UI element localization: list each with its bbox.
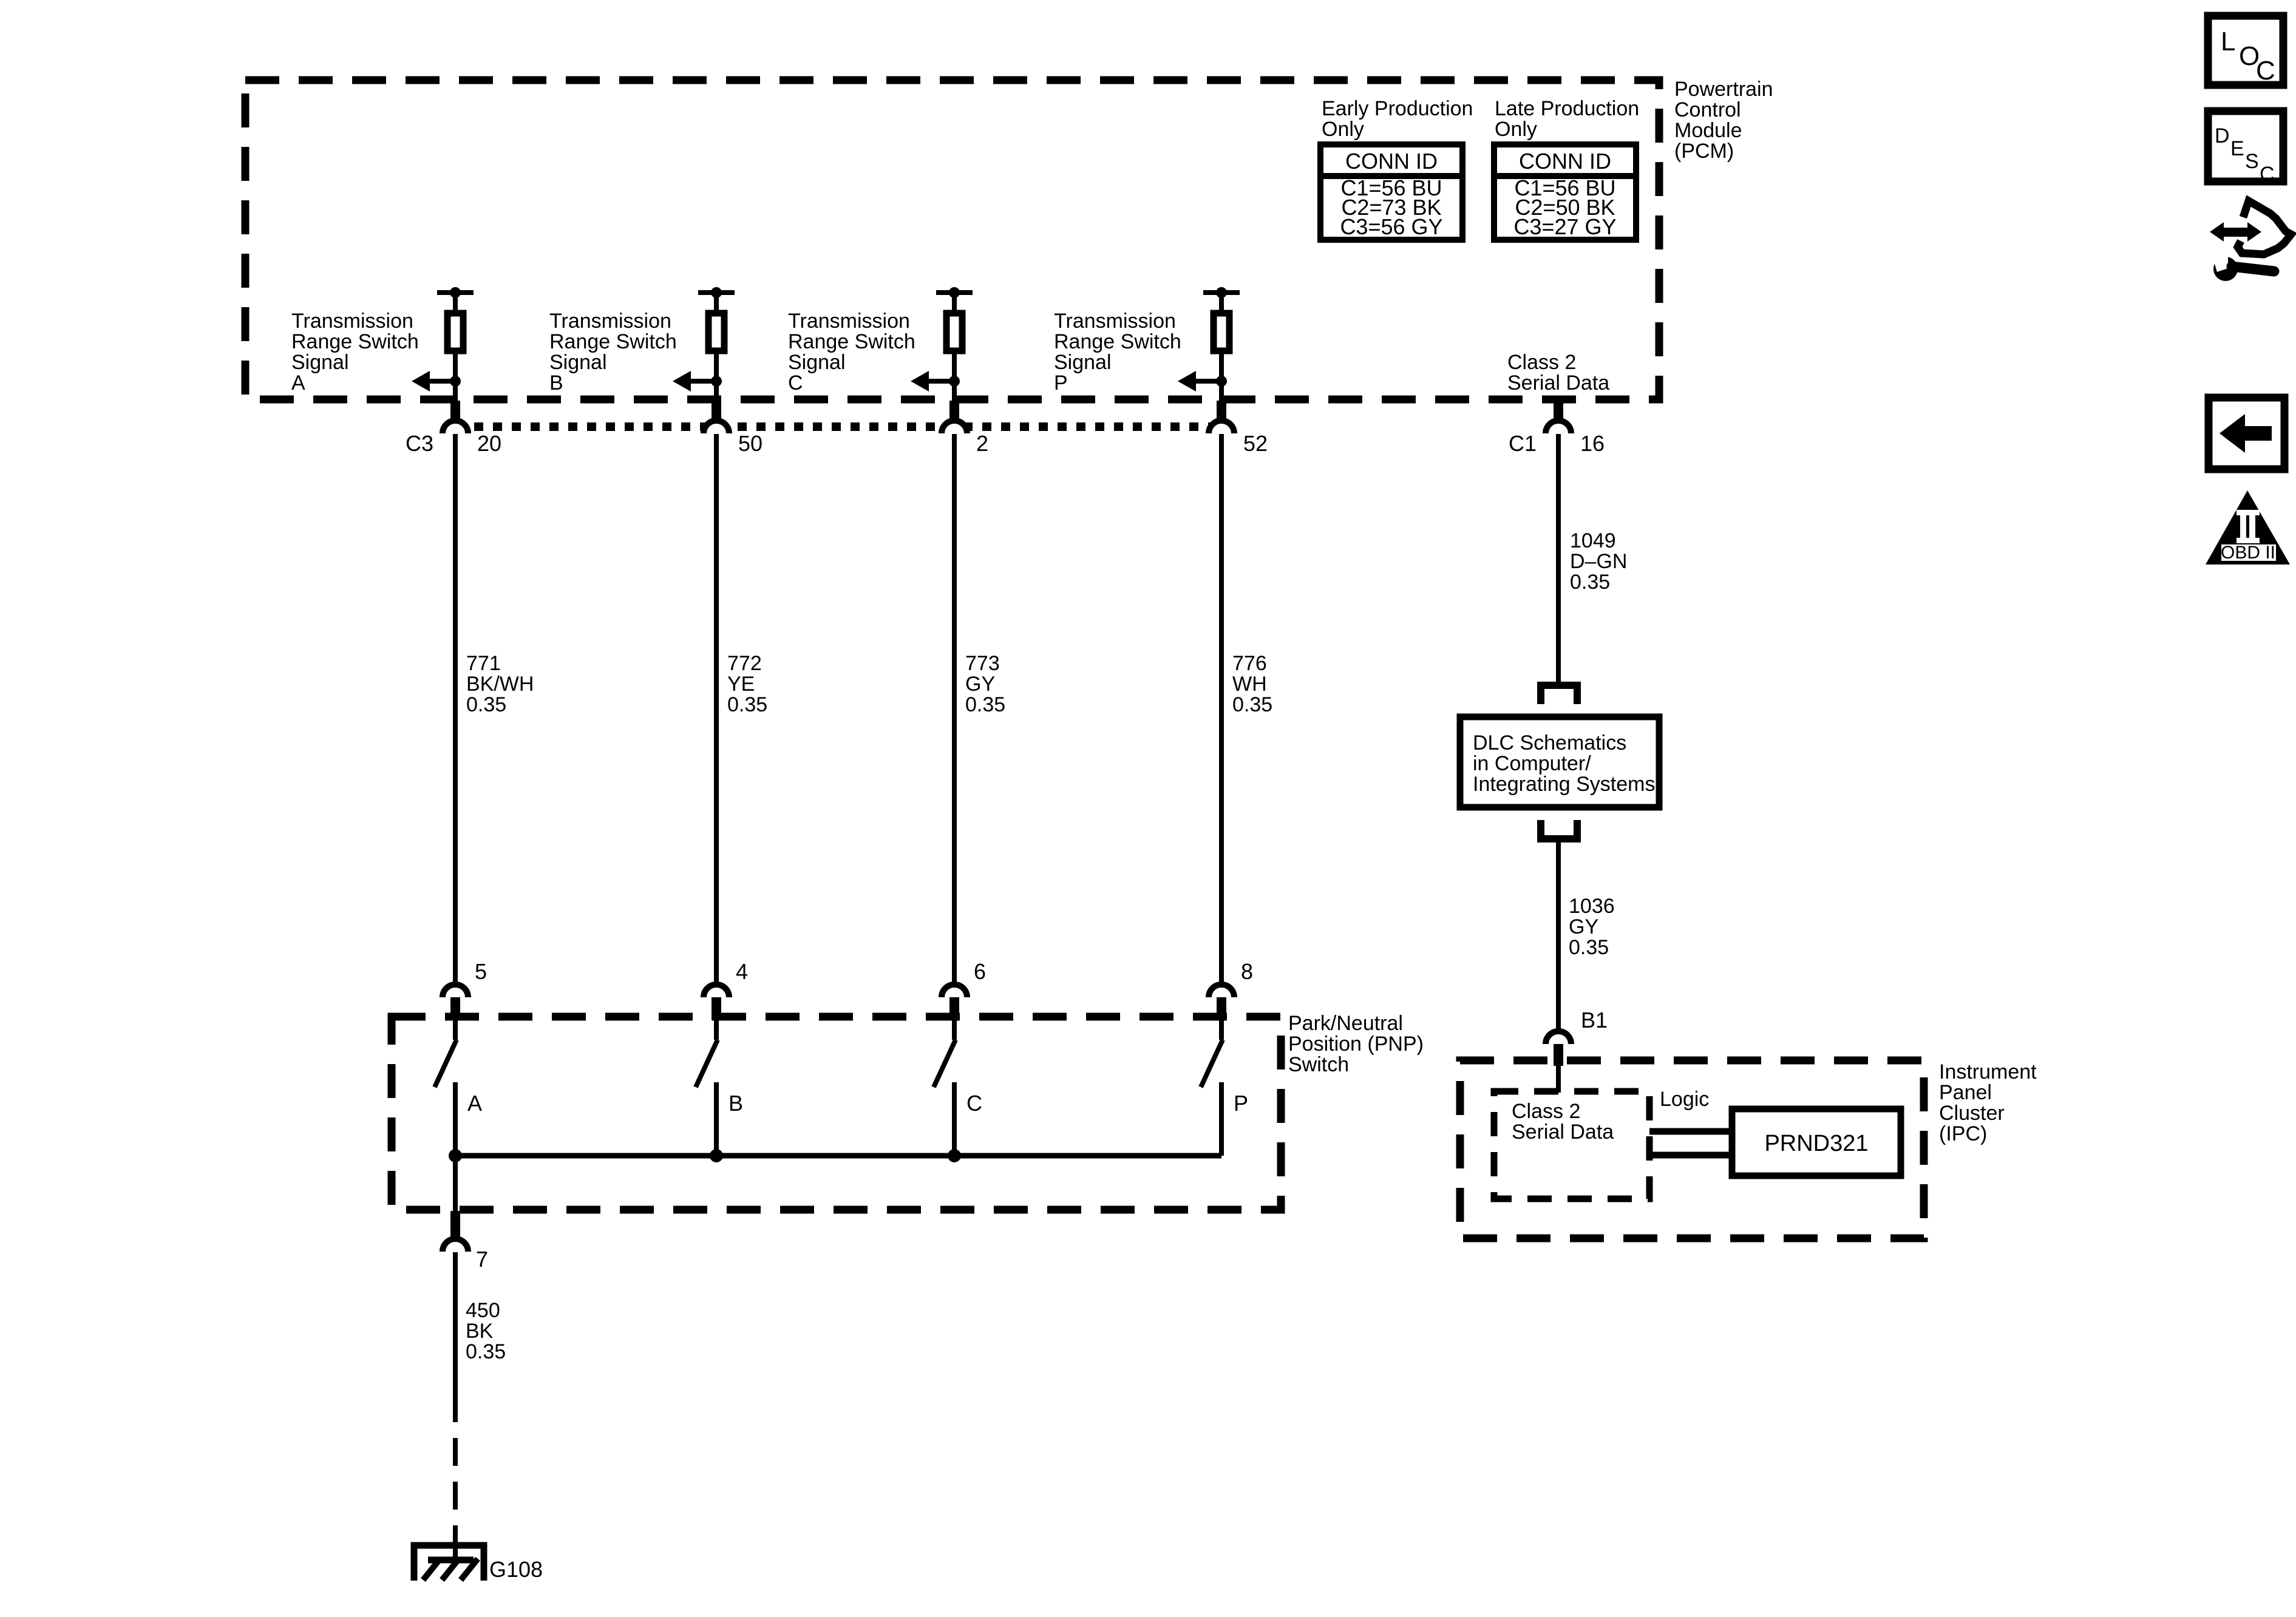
wire-color: BK: [466, 1320, 494, 1343]
connector-dome-icon: [1209, 985, 1234, 997]
loc-button[interactable]: [2208, 16, 2283, 86]
class2-serial-label: [1507, 351, 1609, 395]
ipc-logic-label: Logic: [1660, 1088, 1710, 1111]
loc-letter: L: [2221, 27, 2236, 56]
ipc-title: [1939, 1060, 2037, 1145]
wire-gauge: 0.35: [1570, 571, 1611, 594]
conn-id-row: C3=56 GY: [1340, 214, 1443, 239]
late-production-title: Only: [1495, 118, 1537, 141]
toolbar: [2206, 16, 2291, 564]
loc-letter: O: [2239, 41, 2260, 71]
desc-letter: C: [2260, 163, 2275, 186]
switch-blade: [1201, 1040, 1223, 1087]
resistor-symbol: [447, 313, 463, 351]
connector-id: C3: [405, 431, 433, 456]
contact-letter: A: [467, 1091, 483, 1116]
pcm-title-line: Control: [1674, 98, 1741, 121]
switch-blade: [934, 1040, 956, 1087]
switch-contact-c: [934, 1020, 982, 1162]
pin-number: 50: [738, 431, 763, 456]
junction-dot: [450, 376, 461, 387]
conn-id-row: C1=56 BU: [1340, 175, 1442, 200]
obd2-pillar-cap: [2237, 510, 2260, 515]
connector-dome-icon: [1209, 421, 1234, 433]
conn-id-row: C2=73 BK: [1341, 195, 1442, 220]
harness-wires: [455, 434, 1272, 985]
offpage-bracket-icon: [1541, 820, 1577, 839]
wrench-icon: [2212, 256, 2274, 281]
obd2-pillar-column: [2249, 515, 2255, 538]
connector-dome-icon: [443, 985, 468, 997]
pin-number: 7: [476, 1247, 489, 1272]
early-production-title: Early Production: [1322, 97, 1473, 120]
label-line: Signal: [788, 351, 846, 374]
late-production-conn-table: [1494, 97, 1639, 240]
label-line: Range Switch: [788, 330, 915, 353]
label-line: A: [291, 371, 305, 395]
pnp-connector-pin4: [704, 959, 748, 1020]
wire-1049-label: [1570, 529, 1627, 594]
ipc-class2-line: Serial Data: [1512, 1120, 1614, 1144]
wire-color: GY: [1569, 915, 1599, 938]
left-arrow-icon: [673, 371, 691, 392]
resistor-symbol: [1214, 313, 1229, 351]
label-line: Transmission: [549, 310, 671, 333]
contact-letter: B: [729, 1091, 744, 1116]
ground-symbol: [414, 1545, 543, 1582]
pin-number: 5: [475, 959, 487, 984]
conn-id-row: C1=56 BU: [1514, 175, 1616, 200]
obd2-button[interactable]: [2206, 490, 2290, 564]
late-production-title: Late Production: [1495, 97, 1640, 120]
signal-p-internal-circuit: [1178, 287, 1240, 401]
ground-path: [414, 1252, 543, 1582]
obd2-label: OBD II: [2220, 543, 2276, 563]
switch-blade: [435, 1040, 457, 1087]
wire-gauge: 0.35: [1569, 936, 1609, 959]
circuit-number: 771: [466, 652, 501, 675]
label-line: Range Switch: [1054, 330, 1181, 353]
signal-c-label: [788, 310, 915, 395]
desc-letter: D: [2215, 124, 2230, 147]
pcm-title: [1674, 78, 1773, 163]
ipc-connector-b1: [1546, 1008, 1608, 1093]
early-production-title: Only: [1322, 118, 1364, 141]
ground-label: G108: [489, 1557, 543, 1582]
resistor-symbol: [946, 313, 962, 351]
connector-id: C1: [1508, 431, 1537, 456]
signal-p-label: [1054, 310, 1181, 395]
ipc-module: [1460, 1060, 2037, 1238]
wire-color: WH: [1232, 673, 1267, 696]
conn-id-header: CONN ID: [1519, 149, 1611, 174]
pnp-connector-pin5: [443, 959, 487, 1020]
wire-color: GY: [965, 673, 996, 696]
wire-776-label: [1232, 652, 1272, 716]
obd2-pillar-column: [2240, 515, 2246, 538]
connector-dome-icon: [942, 985, 967, 997]
label-line: Class 2: [1507, 351, 1577, 374]
switch-contact-p: [1201, 1020, 1248, 1156]
conn-id-header: CONN ID: [1345, 149, 1438, 174]
early-production-conn-table: [1320, 97, 1473, 240]
connector-dome-icon: [443, 1239, 468, 1252]
pcm-title-line: Powertrain: [1674, 78, 1773, 101]
double-arrow-shaft: [2223, 228, 2249, 237]
back-arrow-button[interactable]: [2209, 398, 2284, 469]
pcm-title-line: Module: [1674, 119, 1742, 142]
prnd321-label: PRND321: [1764, 1131, 1869, 1156]
pnp-switch: [392, 959, 1424, 1272]
pin-number: 8: [1241, 959, 1254, 984]
pin-number: 20: [477, 431, 502, 456]
wire-gauge: 0.35: [466, 1340, 506, 1363]
loc-letter: C: [2256, 56, 2275, 86]
connector-dome-icon: [704, 421, 729, 433]
label-line: Signal: [291, 351, 349, 374]
dlc-box-line: Integrating Systems: [1473, 773, 1656, 796]
pin-number: 4: [736, 959, 749, 984]
pin-number: 2: [976, 431, 989, 456]
label-line: Transmission: [788, 310, 910, 333]
connector-dome-icon: [1546, 1031, 1571, 1044]
class2-data-path: [1460, 434, 1659, 1093]
signal-b-label: [549, 310, 677, 395]
pnp-connector-pin6: [942, 959, 986, 1020]
wrench-handle: [2232, 266, 2274, 271]
label-line: Range Switch: [549, 330, 677, 353]
desc-letter: S: [2245, 150, 2259, 173]
junction-dot: [1216, 376, 1227, 387]
pin-number: 16: [1580, 431, 1605, 456]
left-arrow-icon: [1178, 371, 1196, 392]
offpage-bracket-icon: [1541, 685, 1577, 704]
wire-1036-label: [1569, 895, 1615, 959]
back-arrow-shaft: [2245, 426, 2272, 441]
signal-a-internal-circuit: [412, 287, 474, 401]
pnp-connector-pin7: [443, 1211, 488, 1272]
label-line: Transmission: [1054, 310, 1176, 333]
ipc-class2-line: Class 2: [1512, 1100, 1581, 1123]
pnp-title: [1288, 1012, 1424, 1076]
pnp-connector-pin8: [1209, 959, 1253, 1020]
pin-number: 6: [974, 959, 987, 984]
dlc-box-line: DLC Schematics: [1473, 731, 1627, 754]
signal-c-internal-circuit: [911, 287, 973, 401]
adjust-wrench-button[interactable]: [2210, 201, 2291, 281]
label-line: C: [788, 371, 803, 395]
circuit-number: 450: [466, 1299, 500, 1322]
switch-contact-a: [435, 1020, 482, 1162]
connector-pin2: [942, 401, 988, 456]
circuit-number: 1049: [1570, 529, 1616, 552]
pcm-connector-row: [406, 401, 1605, 456]
circuit-number: 776: [1232, 652, 1267, 675]
connector-pin52: [1209, 401, 1268, 456]
junction-dot: [949, 376, 960, 387]
circuit-number: 1036: [1569, 895, 1615, 918]
resistor-symbol: [708, 313, 724, 351]
label-line: Transmission: [291, 310, 413, 333]
desc-button[interactable]: [2208, 111, 2283, 186]
wire-gauge: 0.35: [965, 693, 1006, 716]
desc-letter: E: [2230, 137, 2244, 160]
ipc-title-line: Panel: [1939, 1081, 1992, 1104]
junction-dot: [711, 376, 722, 387]
switch-blade: [696, 1040, 718, 1087]
label-line: P: [1054, 371, 1068, 395]
switch-contact-b: [696, 1020, 743, 1162]
double-arrow-right-head: [2247, 222, 2261, 242]
pcm-title-line: (PCM): [1674, 140, 1734, 163]
wire-gauge: 0.35: [466, 693, 507, 716]
wire-color: YE: [727, 673, 755, 696]
signal-a-label: [291, 310, 419, 395]
prnd321-display-box: [1732, 1109, 1901, 1176]
circuit-number: 773: [965, 652, 1000, 675]
label-line: Range Switch: [291, 330, 419, 353]
pnp-title-line: Switch: [1288, 1053, 1350, 1076]
label-line: Serial Data: [1507, 371, 1610, 395]
connector-pin50: [704, 401, 763, 456]
ipc-title-line: (IPC): [1939, 1122, 1988, 1145]
contact-letter: P: [1234, 1091, 1249, 1116]
label-line: Signal: [1054, 351, 1112, 374]
wire-771-label: [466, 652, 534, 716]
connector-dome-icon: [443, 421, 468, 433]
signal-b-internal-circuit: [673, 287, 735, 401]
wire-color: D–GN: [1570, 550, 1628, 573]
pnp-dashed-border: [392, 1017, 1281, 1210]
wire-gauge: 0.35: [1232, 693, 1273, 716]
dlc-schematics-box: [1460, 717, 1659, 807]
pin-number: 52: [1243, 431, 1268, 456]
contact-letter: C: [966, 1091, 982, 1116]
left-arrow-icon: [412, 371, 430, 392]
double-arrow-left-head: [2210, 222, 2224, 242]
conn-id-row: C3=27 GY: [1513, 214, 1617, 239]
connector-dome-icon: [704, 985, 729, 997]
pcm-module: [245, 78, 1773, 401]
wire-color: BK/WH: [466, 673, 534, 696]
dlc-box-line: in Computer/: [1473, 752, 1591, 775]
wire-gauge: 0.35: [727, 693, 768, 716]
connector-dome-icon: [1546, 421, 1571, 433]
wire-450-label: [466, 1299, 506, 1363]
wire-772-label: [727, 652, 767, 716]
connector-dome-icon: [942, 421, 967, 433]
label-line: Signal: [549, 351, 607, 374]
label-line: B: [549, 371, 563, 395]
pin-number: B1: [1581, 1008, 1608, 1032]
left-arrow-icon: [911, 371, 929, 392]
conn-id-row: C2=50 BK: [1515, 195, 1615, 220]
ipc-title-line: Cluster: [1939, 1102, 2005, 1125]
circuit-number: 772: [727, 652, 762, 675]
pnp-title-line: Park/Neutral: [1288, 1012, 1403, 1035]
pnp-title-line: Position (PNP): [1288, 1032, 1424, 1056]
wire-773-label: [965, 652, 1005, 716]
ipc-title-line: Instrument: [1939, 1060, 2037, 1083]
